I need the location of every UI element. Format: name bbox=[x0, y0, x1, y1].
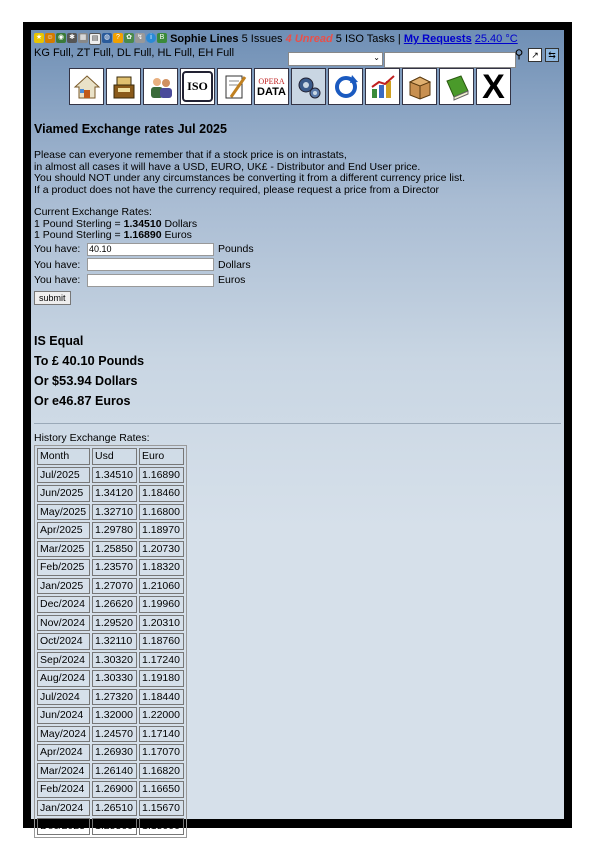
month-cell: Jun/2025 bbox=[37, 485, 90, 502]
month-cell: Sep/2024 bbox=[37, 652, 90, 669]
dollars-row bbox=[34, 257, 561, 273]
table-row bbox=[37, 818, 184, 835]
usd-cell: 1.26930 bbox=[92, 744, 137, 761]
euro-cell: 1.18440 bbox=[139, 689, 184, 706]
usd-cell: 1.34510 bbox=[92, 467, 137, 484]
eur-rate-prefix: 1 Pound Sterling = bbox=[34, 229, 124, 241]
submit-button[interactable]: submit bbox=[34, 291, 71, 305]
current-rates-label: Current Exchange Rates: bbox=[34, 206, 152, 218]
book-icon[interactable]: B bbox=[157, 33, 167, 43]
result-pounds bbox=[34, 351, 561, 371]
eur-rate-line bbox=[34, 230, 561, 242]
close-x-label: X bbox=[482, 67, 505, 106]
euro-cell: 1.19960 bbox=[139, 596, 184, 613]
note-line: in almost all cases it will have a USD, EURO, UK£ - Distributor and End User price. bbox=[34, 160, 421, 173]
usd-cell: 1.27320 bbox=[92, 689, 137, 706]
table-row bbox=[37, 781, 184, 798]
network-icon[interactable]: ⇆ bbox=[545, 48, 559, 62]
month-cell: Jan/2024 bbox=[37, 800, 90, 817]
refresh-icon[interactable] bbox=[328, 68, 363, 105]
search-input[interactable] bbox=[384, 52, 516, 68]
month-cell: Mar/2025 bbox=[37, 541, 90, 558]
usd-cell: 1.32710 bbox=[92, 504, 137, 521]
table-header-row bbox=[37, 448, 184, 465]
search-icon[interactable]: ⚲ bbox=[514, 47, 524, 61]
pounds-input[interactable] bbox=[87, 243, 214, 256]
usd-cell: 1.34120 bbox=[92, 485, 137, 502]
result-dollars bbox=[34, 371, 561, 391]
temperature-readout[interactable]: 25.40 °C bbox=[474, 33, 518, 45]
close-x-icon[interactable] bbox=[476, 68, 511, 105]
result-euros-suffix: Euros bbox=[91, 394, 131, 408]
month-cell: Dec/2024 bbox=[37, 596, 90, 613]
open-external-icon[interactable]: ↗ bbox=[528, 48, 542, 62]
euro-cell: 1.16820 bbox=[139, 763, 184, 780]
month-cell: Feb/2024 bbox=[37, 781, 90, 798]
history-title: History Exchange Rates: bbox=[34, 432, 150, 444]
euro-cell: 1.16650 bbox=[139, 781, 184, 798]
euro-cell: 1.22000 bbox=[139, 707, 184, 724]
month-cell: May/2024 bbox=[37, 726, 90, 743]
euro-cell: 1.18970 bbox=[139, 522, 184, 539]
table-row bbox=[37, 467, 184, 484]
month-cell: Jan/2025 bbox=[37, 578, 90, 595]
table-row bbox=[37, 559, 184, 576]
pounds-row bbox=[34, 242, 561, 258]
euro-cell: 1.20730 bbox=[139, 541, 184, 558]
result-euros bbox=[34, 391, 561, 411]
main-toolbar bbox=[69, 68, 511, 105]
search-tools bbox=[513, 48, 559, 62]
page-title: Viamed Exchange rates Jul 2025 bbox=[34, 122, 227, 136]
result-dollars-suffix: Dollars bbox=[91, 374, 138, 388]
table-row bbox=[37, 522, 184, 539]
result-heading: IS Equal bbox=[34, 334, 84, 348]
usd-rate-suffix: Dollars bbox=[161, 217, 198, 230]
question-icon[interactable]: ? bbox=[113, 33, 123, 43]
month-cell: Feb/2025 bbox=[37, 559, 90, 576]
month-cell: May/2025 bbox=[37, 504, 90, 521]
current-rates bbox=[34, 207, 561, 242]
eur-rate-value: 1.16890 bbox=[123, 229, 162, 241]
month-cell: Apr/2025 bbox=[37, 522, 90, 539]
month-cell: Oct/2024 bbox=[37, 633, 90, 650]
table-row bbox=[37, 633, 184, 650]
unread-count[interactable]: 4 Unread bbox=[285, 33, 333, 45]
note-line: If a product does not have the currency required, please request a price from a Director bbox=[34, 183, 440, 196]
table-row bbox=[37, 578, 184, 595]
gears-icon[interactable] bbox=[291, 68, 326, 105]
euro-cell: 1.17240 bbox=[139, 652, 184, 669]
opera-label: OPERA bbox=[258, 76, 285, 86]
usd-cell: 1.30320 bbox=[92, 652, 137, 669]
table-row bbox=[37, 615, 184, 632]
euros-input[interactable] bbox=[87, 274, 214, 287]
top-status-bar bbox=[34, 33, 561, 45]
flower-icon[interactable]: ✿ bbox=[124, 33, 134, 43]
pounds-unit: Pounds bbox=[218, 243, 254, 256]
euro-cell: 1.17070 bbox=[139, 744, 184, 761]
euros-unit: Euros bbox=[218, 274, 246, 287]
my-requests-link[interactable]: My Requests bbox=[403, 33, 472, 45]
grid-icon[interactable]: ▦ bbox=[79, 34, 87, 42]
table-row bbox=[37, 763, 184, 780]
table-row bbox=[37, 596, 184, 613]
result-dollars-prefix: Or $ bbox=[34, 374, 60, 388]
note-line: You should NOT under any circumstances be converting it from a different currency price list. bbox=[34, 172, 466, 184]
usd-cell: 1.29520 bbox=[92, 615, 137, 632]
usd-cell: 1.26510 bbox=[92, 800, 137, 817]
conversion-result bbox=[34, 332, 561, 411]
result-euros-value: 46.87 bbox=[59, 393, 92, 408]
column-header-month: Month bbox=[37, 448, 90, 465]
page bbox=[31, 30, 564, 832]
result-pounds-prefix: To £ bbox=[34, 354, 63, 368]
you-have-label: You have: bbox=[34, 274, 81, 287]
issues-count[interactable]: 5 Issues bbox=[241, 33, 283, 45]
month-cell: Apr/2024 bbox=[37, 744, 90, 761]
note-line: Please can everyone remember that if a stock price is on intrastats, bbox=[34, 149, 347, 161]
mini-icon-strip bbox=[34, 33, 167, 45]
info-icon[interactable]: i bbox=[146, 33, 156, 43]
result-pounds-value: 40.10 bbox=[62, 353, 95, 368]
euro-cell: 1.16890 bbox=[139, 467, 184, 484]
usd-cell: 1.26620 bbox=[92, 596, 137, 613]
globe-icon[interactable]: ◉ bbox=[57, 34, 65, 42]
main-content bbox=[34, 122, 561, 838]
table-row bbox=[37, 744, 184, 761]
you-have-label: You have: bbox=[34, 258, 81, 271]
euro-cell: 1.16800 bbox=[139, 504, 184, 521]
table-row bbox=[37, 485, 184, 502]
euro-cell: 1.17140 bbox=[139, 726, 184, 743]
column-header-euro: Euro bbox=[139, 448, 184, 465]
euros-row bbox=[34, 273, 561, 289]
table-row bbox=[37, 689, 184, 706]
euro-cell: 1.18760 bbox=[139, 633, 184, 650]
iso-label: ISO bbox=[182, 71, 213, 102]
usd-cell: 1.30330 bbox=[92, 670, 137, 687]
converter-form bbox=[34, 242, 561, 307]
chevron-down-icon: ⌄ bbox=[373, 53, 380, 62]
settings-icon[interactable]: ✱ bbox=[67, 33, 77, 43]
usd-cell: 1.29780 bbox=[92, 522, 137, 539]
usd-cell: 1.32110 bbox=[92, 633, 137, 650]
month-cell: Mar/2024 bbox=[37, 763, 90, 780]
usd-cell: 1.25850 bbox=[92, 541, 137, 558]
table-row bbox=[37, 652, 184, 669]
you-have-label: You have: bbox=[34, 243, 81, 256]
edit-document-icon[interactable] bbox=[217, 68, 252, 105]
result-euros-prefix: Or e bbox=[34, 394, 60, 408]
euro-cell: 1.19180 bbox=[139, 670, 184, 687]
table-row bbox=[37, 707, 184, 724]
euro-cell: 1.20310 bbox=[139, 615, 184, 632]
table-row bbox=[37, 800, 184, 817]
euro-cell: 1.18460 bbox=[139, 485, 184, 502]
chart-icon[interactable]: ↯ bbox=[135, 33, 145, 43]
policy-note bbox=[34, 150, 561, 196]
eur-rate-suffix: Euros bbox=[161, 229, 192, 241]
data-label: DATA bbox=[257, 85, 286, 98]
star-icon[interactable]: ★ bbox=[35, 34, 43, 42]
usd-cell: 1.26900 bbox=[92, 781, 137, 798]
column-header-usd: Usd bbox=[92, 448, 137, 465]
table-row bbox=[37, 541, 184, 558]
result-pounds-suffix: Pounds bbox=[94, 354, 145, 368]
divider bbox=[34, 423, 561, 424]
sales-chart-icon[interactable] bbox=[365, 68, 400, 105]
quick-select-dropdown[interactable] bbox=[288, 52, 383, 66]
history-table bbox=[34, 445, 187, 838]
euro-cell: 1.18320 bbox=[139, 559, 184, 576]
dollars-input[interactable] bbox=[87, 258, 214, 271]
euro-cell: 1.15670 bbox=[139, 800, 184, 817]
usd-cell: 1.23570 bbox=[92, 559, 137, 576]
euro-cell: 1.21060 bbox=[139, 578, 184, 595]
departments-text: KG Full, ZT Full, DL Full, HL Full, EH Full bbox=[34, 47, 235, 59]
usd-cell: 1.25360 bbox=[92, 818, 137, 835]
month-cell: Jun/2024 bbox=[37, 707, 90, 724]
user-name: Sophie Lines bbox=[170, 33, 239, 45]
users-icon[interactable] bbox=[143, 68, 178, 105]
month-cell: Jul/2024 bbox=[37, 689, 90, 706]
usd-cell: 1.26140 bbox=[92, 763, 137, 780]
iso-tasks-count[interactable]: 5 ISO Tasks | bbox=[335, 33, 401, 45]
table-row bbox=[37, 504, 184, 521]
month-cell: Nov/2024 bbox=[37, 615, 90, 632]
euro-cell: 1.15000 bbox=[139, 818, 184, 835]
iso-icon[interactable] bbox=[180, 68, 215, 105]
smiley-icon[interactable]: ☺ bbox=[46, 34, 54, 42]
month-cell: Dec/2023 bbox=[37, 818, 90, 835]
doc-icon[interactable]: ▤ bbox=[89, 33, 101, 45]
cash-register-icon[interactable] bbox=[106, 68, 141, 105]
dollars-unit: Dollars bbox=[218, 258, 251, 271]
month-cell: Jul/2025 bbox=[37, 467, 90, 484]
table-row bbox=[37, 726, 184, 743]
result-dollars-value: 53.94 bbox=[59, 373, 92, 388]
usd-cell: 1.27070 bbox=[92, 578, 137, 595]
opera-data-icon[interactable] bbox=[254, 68, 289, 105]
usd-rate-prefix: 1 Pound Sterling = bbox=[34, 217, 124, 230]
month-cell: Aug/2024 bbox=[37, 670, 90, 687]
usd-cell: 1.24570 bbox=[92, 726, 137, 743]
book-icon[interactable] bbox=[439, 68, 474, 105]
user-icon[interactable]: ◍ bbox=[103, 34, 111, 42]
usd-cell: 1.32000 bbox=[92, 707, 137, 724]
usd-rate-value: 1.34510 bbox=[123, 217, 162, 230]
home-icon[interactable] bbox=[69, 68, 104, 105]
box-icon[interactable] bbox=[402, 68, 437, 105]
browser-frame bbox=[23, 22, 572, 832]
table-row bbox=[37, 670, 184, 687]
